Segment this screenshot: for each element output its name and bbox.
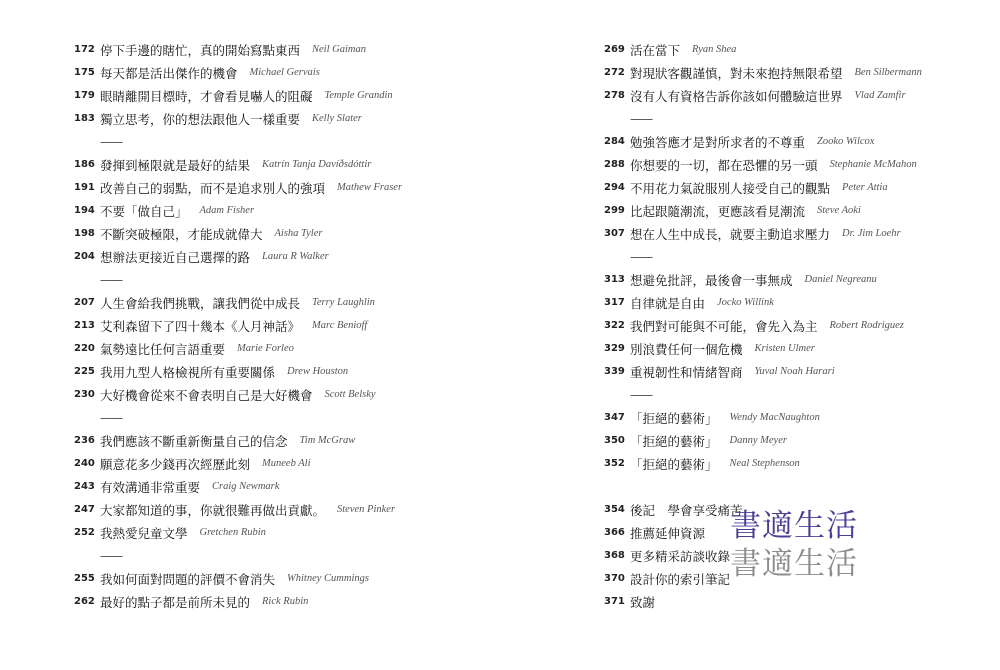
toc-entry — [74, 475, 514, 498]
entry-title: 不要「做自己」 — [100, 203, 188, 219]
entry-title: 致謝 — [630, 594, 656, 610]
page-number: 236 — [74, 435, 95, 446]
entry-author: Robert Rodriguez — [829, 320, 904, 331]
page-number: 347 — [604, 412, 625, 423]
entry-author: Scott Belsky — [324, 389, 376, 400]
toc-entry — [604, 222, 934, 245]
entry-author: Mathew Fraser — [337, 182, 403, 193]
page-number: 172 — [74, 44, 95, 55]
entry-title: 設計你的索引筆記 — [630, 571, 731, 587]
entry-author: Steven Pinker — [337, 504, 396, 515]
page-number: 213 — [74, 320, 95, 331]
entry-title: 你想要的一切，都在恐懼的另一頭 — [630, 157, 818, 173]
entry-author: Zooko Wilcox — [817, 136, 875, 147]
toc-entry — [74, 291, 514, 314]
toc-entry — [604, 130, 934, 153]
entry-author: Laura R Walker — [262, 251, 329, 262]
separator-dash: —— — [630, 249, 652, 264]
toc-entry — [604, 268, 934, 291]
section-separator — [74, 544, 514, 567]
page-number: 179 — [74, 90, 95, 101]
entry-author: Katrín Tanja Davíðsdóttir — [262, 159, 372, 170]
entry-title: 不斷突破極限，才能成就偉大 — [100, 226, 263, 242]
page-number: 243 — [74, 481, 95, 492]
blank-row — [604, 475, 934, 498]
separator-dash: —— — [100, 410, 122, 425]
entry-author: Kelly Slater — [312, 113, 362, 124]
entry-title: 活在當下 — [630, 42, 681, 58]
toc-entry — [74, 38, 514, 61]
page-number: 194 — [74, 205, 95, 216]
page-number: 352 — [604, 458, 625, 469]
page-number: 225 — [74, 366, 95, 377]
toc-entry — [74, 521, 514, 544]
toc-entry — [604, 61, 934, 84]
entry-title: 後記 學會享受痛苦 — [630, 502, 743, 518]
entry-author: Marie Forleo — [237, 343, 294, 354]
page-number: 186 — [74, 159, 95, 170]
toc-entry — [604, 406, 934, 429]
entry-title: 我用九型人格檢視所有重要關係 — [100, 364, 276, 380]
page-number: 272 — [604, 67, 625, 78]
separator-dash: —— — [630, 387, 652, 402]
entry-author: Dr. Jim Loehr — [842, 228, 901, 239]
entry-author: Adam Fisher — [199, 205, 255, 216]
entry-title: 有效溝通非常重要 — [100, 479, 201, 495]
entry-author: Michael Gervais — [249, 67, 320, 78]
toc-entry — [74, 199, 514, 222]
page-number: 370 — [604, 573, 625, 584]
toc-entry — [74, 84, 514, 107]
page-number: 339 — [604, 366, 625, 377]
entry-title: 我們對可能與不可能，會先入為主 — [630, 318, 818, 334]
entry-title: 改善自己的弱點，而不是追求別人的強項 — [100, 180, 326, 196]
entry-title: 願意花多少錢再次經歷此刻 — [100, 456, 251, 472]
toc-entry — [74, 314, 514, 337]
page-number: 278 — [604, 90, 625, 101]
entry-title: 勉強答應才是對所求者的不尊重 — [630, 134, 806, 150]
entry-title: 重視韌性和情緒智商 — [630, 364, 743, 380]
page-number: 183 — [74, 113, 95, 124]
entry-title: 想避免批評，最後會一事無成 — [630, 272, 793, 288]
entry-title: 推薦延伸資源 — [630, 525, 706, 541]
entry-title: 停下手邊的瞎忙，真的開始寫點東西 — [100, 42, 301, 58]
toc-entry — [74, 337, 514, 360]
page-number: 230 — [74, 389, 95, 400]
page-number: 313 — [604, 274, 625, 285]
entry-author: Steve Aoki — [817, 205, 861, 216]
section-separator — [604, 245, 934, 268]
section-separator — [604, 383, 934, 406]
page-number: 204 — [74, 251, 95, 262]
entry-title: 艾利森留下了四十幾本《人月神話》 — [100, 318, 301, 334]
entry-title: 「拒絕的藝術」 — [630, 456, 718, 472]
entry-title: 人生會給我們挑戰，讓我們從中成長 — [100, 295, 301, 311]
entry-title: 眼睛離開目標時，才會看見嚇人的阻礙 — [100, 88, 313, 104]
page-number: 307 — [604, 228, 625, 239]
toc-entry — [74, 452, 514, 475]
section-separator — [74, 406, 514, 429]
toc-entry — [604, 199, 934, 222]
page-number: 220 — [74, 343, 95, 354]
toc-entry — [604, 590, 934, 613]
toc-entry — [604, 291, 934, 314]
toc-entry — [74, 429, 514, 452]
separator-dash: —— — [630, 111, 652, 126]
entry-author: Peter Attia — [842, 182, 888, 193]
page-number: 366 — [604, 527, 625, 538]
entry-author: Aisha Tyler — [274, 228, 323, 239]
toc-entry — [74, 222, 514, 245]
entry-title: 我熱愛兒童文學 — [100, 525, 188, 541]
page-number: 284 — [604, 136, 625, 147]
entry-title: 發揮到極限就是最好的結果 — [100, 157, 251, 173]
toc-entry — [604, 360, 934, 383]
toc-entry — [74, 153, 514, 176]
entry-author: Rick Rubin — [262, 596, 309, 607]
page-number: 175 — [74, 67, 95, 78]
entry-author: Kristen Ulmer — [754, 343, 815, 354]
toc-entry — [74, 590, 514, 613]
entry-title: 氣勢遠比任何言語重要 — [100, 341, 226, 357]
watermark-logo-primary: 書適生活 — [730, 508, 858, 544]
entry-author: Stephanie McMahon — [829, 159, 917, 170]
entry-author: Jocko Willink — [717, 297, 774, 308]
entry-author: Neal Stephenson — [729, 458, 800, 469]
entry-title: 想辦法更接近自己選擇的路 — [100, 249, 251, 265]
page-number: 354 — [604, 504, 625, 515]
entry-author: Marc Benioff — [312, 320, 368, 331]
entry-title: 大好機會從來不會表明自己是大好機會 — [100, 387, 313, 403]
toc-entry — [604, 84, 934, 107]
toc-entry — [604, 176, 934, 199]
entry-title: 我如何面對問題的評價不會消失 — [100, 571, 276, 587]
toc-entry — [74, 61, 514, 84]
page-number: 262 — [74, 596, 95, 607]
page-number: 317 — [604, 297, 625, 308]
entry-title: 比起跟隨潮流，更應該看見潮流 — [630, 203, 806, 219]
entry-author: Temple Grandin — [324, 90, 393, 101]
entry-title: 我們應該不斷重新衡量自己的信念 — [100, 433, 288, 449]
page-number: 288 — [604, 159, 625, 170]
entry-title: 更多精采訪談收錄 — [630, 548, 731, 564]
entry-author: Daniel Negreanu — [804, 274, 877, 285]
entry-title: 大家都知道的事，你就很難再做出貢獻。 — [100, 502, 326, 518]
toc-entry — [604, 153, 934, 176]
entry-title: 獨立思考，你的想法跟他人一樣重要 — [100, 111, 301, 127]
entry-title: 不用花力氣說服別人接受自己的觀點 — [630, 180, 831, 196]
entry-author: Tim McGraw — [299, 435, 356, 446]
entry-title: 別浪費任何一個危機 — [630, 341, 743, 357]
toc-entry — [604, 38, 934, 61]
page-number: 322 — [604, 320, 625, 331]
toc-entry — [74, 383, 514, 406]
section-separator — [74, 130, 514, 153]
toc-entry — [604, 337, 934, 360]
page-number: 299 — [604, 205, 625, 216]
entry-author: Vlad Zamfir — [854, 90, 906, 101]
entry-title: 對現狀客觀謹慎，對未來抱持無限希望 — [630, 65, 843, 81]
entry-title: 每天都是活出傑作的機會 — [100, 65, 238, 81]
page-number: 198 — [74, 228, 95, 239]
toc-entry — [74, 567, 514, 590]
entry-title: 想在人生中成長，就要主動追求壓力 — [630, 226, 831, 242]
toc-entry — [604, 314, 934, 337]
entry-author: Ryan Shea — [692, 44, 737, 55]
toc-entry — [74, 176, 514, 199]
entry-author: Neil Gaiman — [312, 44, 366, 55]
entry-author: Muneeb Ali — [262, 458, 311, 469]
entry-author: Gretchen Rubin — [199, 527, 266, 538]
page-number: 207 — [74, 297, 95, 308]
toc-left-column — [74, 38, 514, 613]
entry-author: Craig Newmark — [212, 481, 280, 492]
page-number: 247 — [74, 504, 95, 515]
section-separator — [604, 107, 934, 130]
separator-dash: —— — [100, 272, 122, 287]
page-number: 371 — [604, 596, 625, 607]
entry-author: Wendy MacNaughton — [729, 412, 820, 423]
toc-entry — [604, 429, 934, 452]
page-number: 294 — [604, 182, 625, 193]
page-number: 368 — [604, 550, 625, 561]
page-number: 252 — [74, 527, 95, 538]
page-number: 269 — [604, 44, 625, 55]
entry-title: 「拒絕的藝術」 — [630, 410, 718, 426]
toc-entry — [74, 498, 514, 521]
entry-title: 最好的點子都是前所未見的 — [100, 594, 251, 610]
entry-author: Drew Houston — [287, 366, 349, 377]
page-number: 191 — [74, 182, 95, 193]
toc-entry — [74, 360, 514, 383]
toc-entry — [604, 452, 934, 475]
toc-entry — [74, 107, 514, 130]
page-number: 329 — [604, 343, 625, 354]
entry-title: 自律就是自由 — [630, 295, 706, 311]
entry-title: 「拒絕的藝術」 — [630, 433, 718, 449]
entry-author: Terry Laughlin — [312, 297, 375, 308]
entry-author: Danny Meyer — [729, 435, 787, 446]
entry-author: Whitney Cummings — [287, 573, 369, 584]
page-number: 240 — [74, 458, 95, 469]
entry-author: Ben Silbermann — [854, 67, 922, 78]
toc-entry — [74, 245, 514, 268]
separator-dash: —— — [100, 134, 122, 149]
entry-author: Yuval Noah Harari — [754, 366, 835, 377]
watermark-logo-secondary: 書適生活 — [730, 546, 858, 582]
separator-dash: —— — [100, 548, 122, 563]
page-number: 350 — [604, 435, 625, 446]
page-number: 255 — [74, 573, 95, 584]
entry-title: 沒有人有資格告訴你該如何體驗這世界 — [630, 88, 843, 104]
section-separator — [74, 268, 514, 291]
